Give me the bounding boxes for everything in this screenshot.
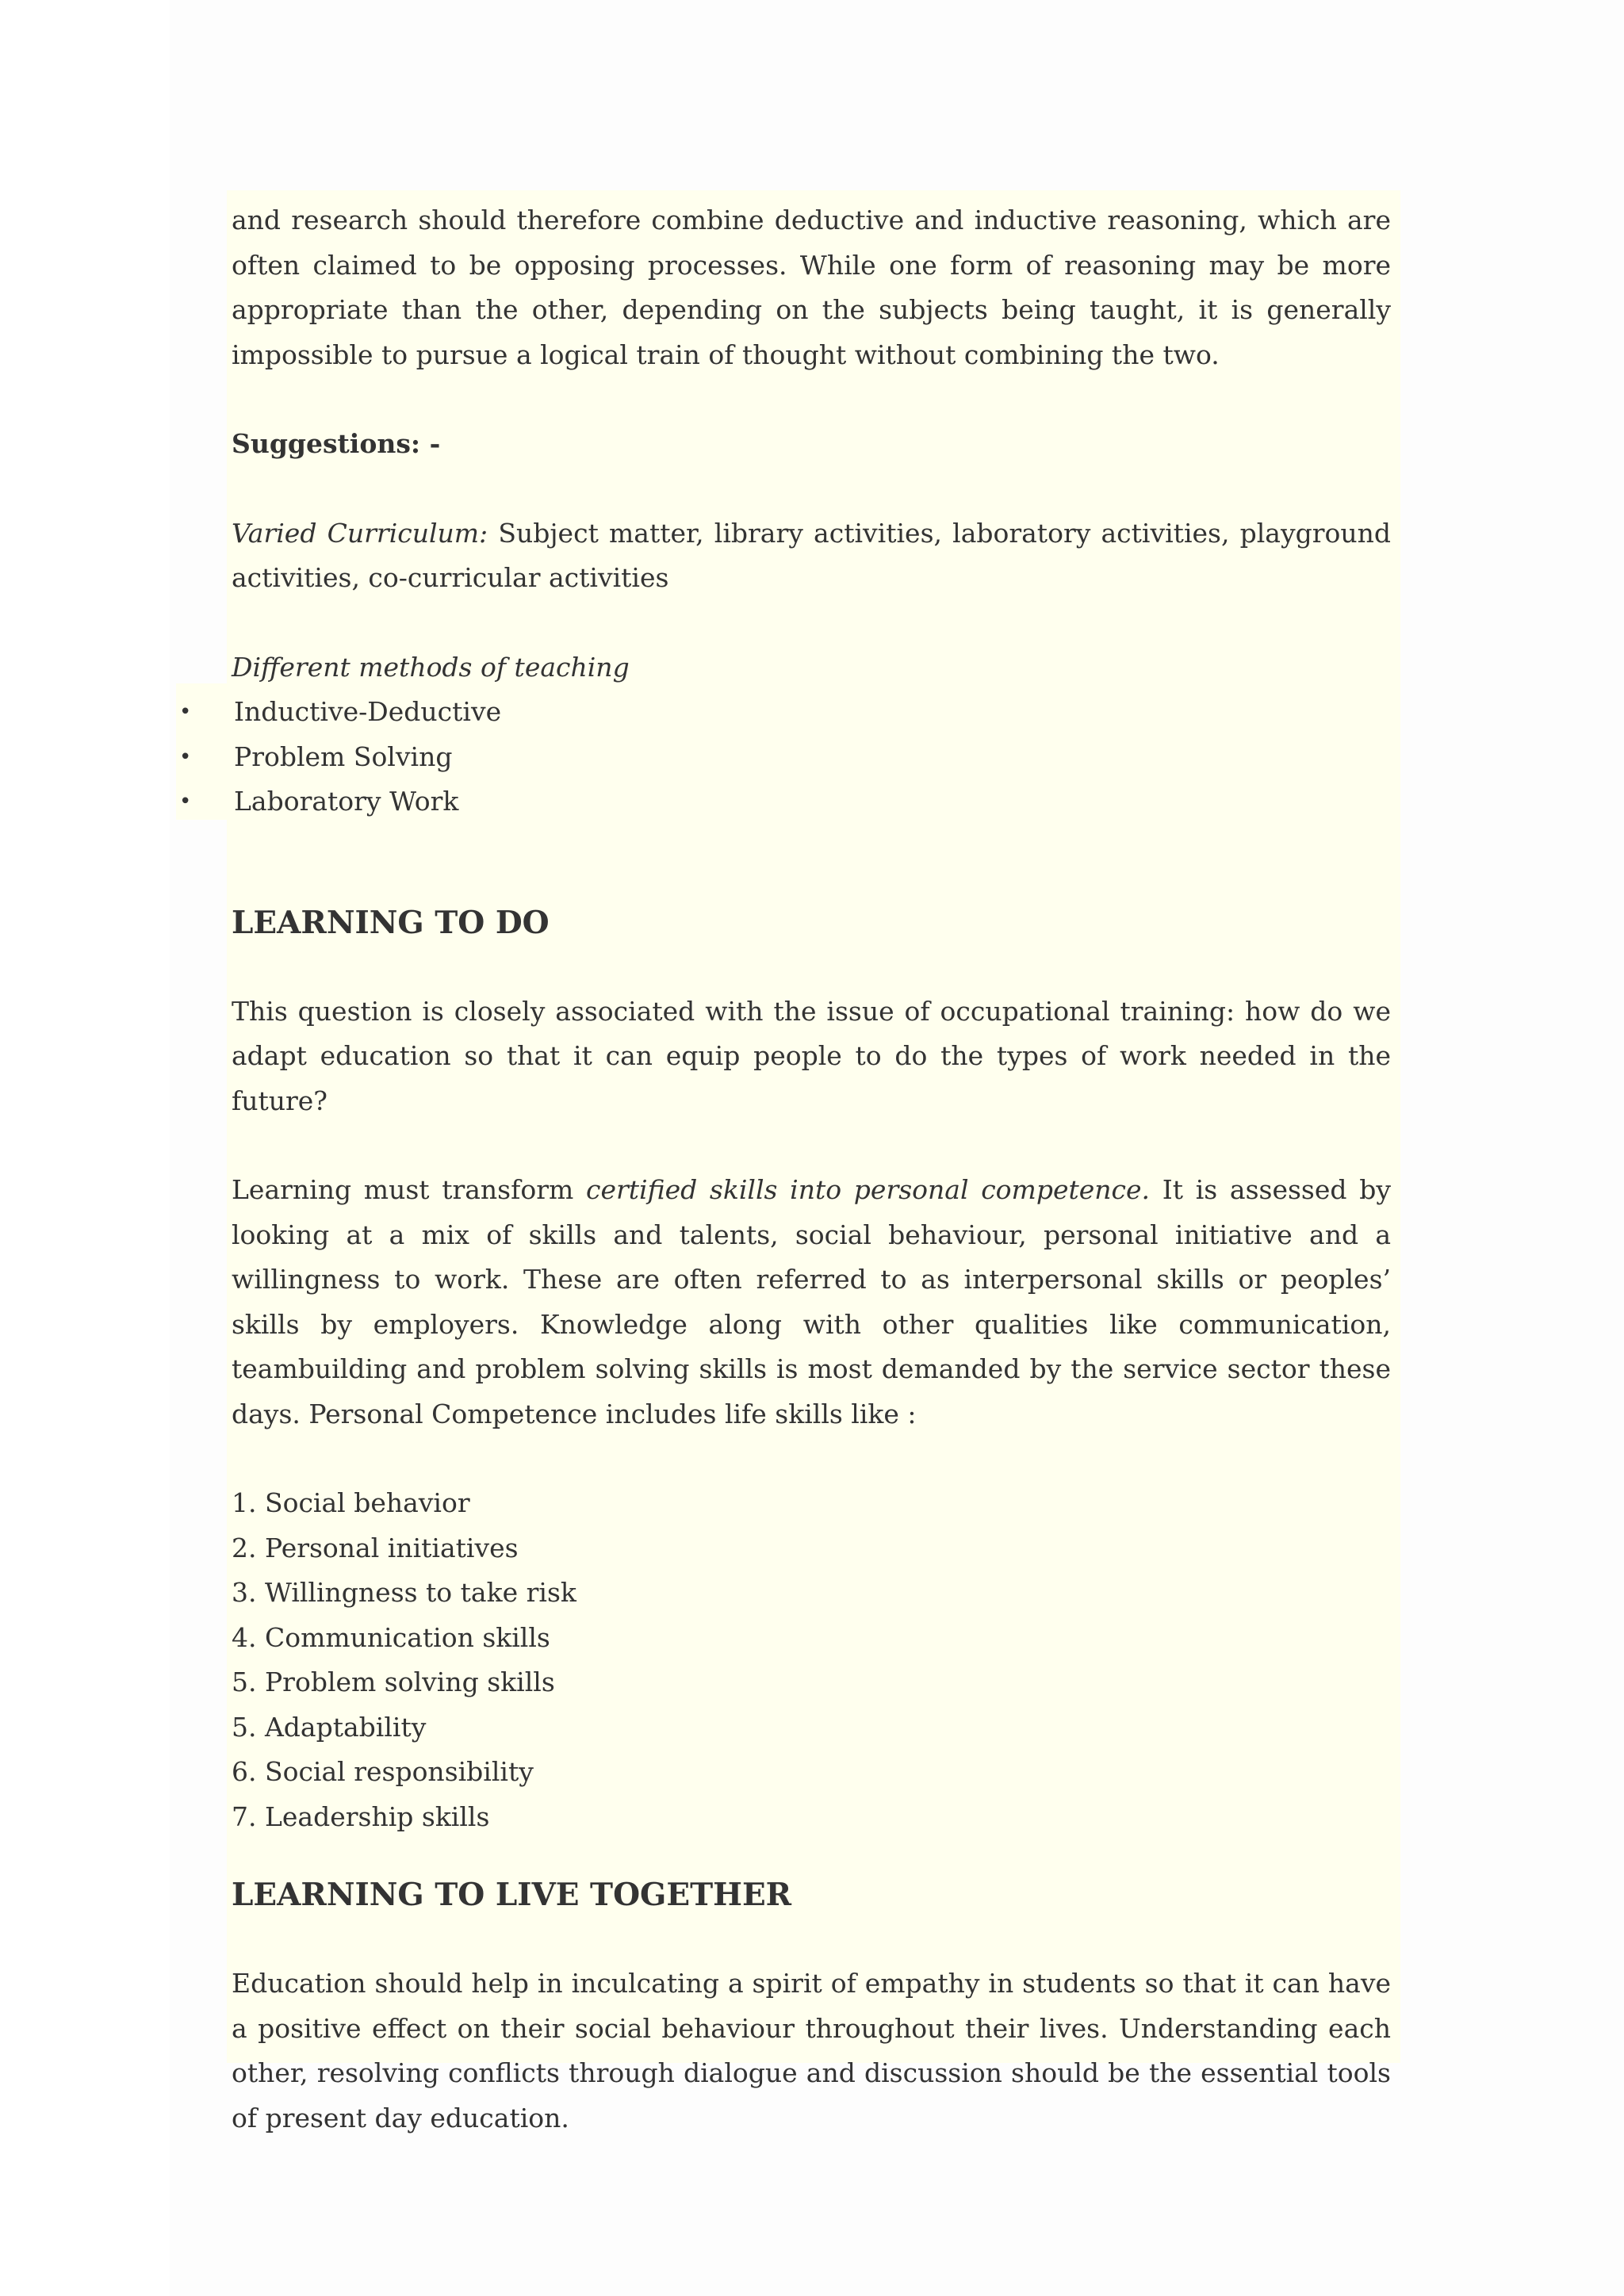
para2-start: Learning must transform bbox=[232, 1174, 586, 1205]
para2-italic: certified skills into personal competence. bbox=[585, 1174, 1151, 1205]
list-item: 1. Social behavior bbox=[232, 1487, 470, 1518]
list-item: 5. Problem solving skills bbox=[232, 1667, 555, 1697]
varied-curriculum-text: Subject matter, library activities, laboratory activities, playground activities, co-curricular activities bbox=[232, 517, 1391, 593]
learning-to-do-paragraph-1: This question is closely associated with the issue of occupational training: how do we adapt education so that it can equip people to do the types of work needed in the future? bbox=[232, 995, 1391, 1116]
list-item-text: Laboratory Work bbox=[234, 786, 459, 817]
list-item: 5. Adaptability bbox=[232, 1711, 427, 1743]
list-item bbox=[179, 735, 1391, 780]
life-skills-list bbox=[232, 1481, 1391, 1839]
methods-list bbox=[179, 690, 1391, 825]
bullet-icon: • bbox=[179, 790, 192, 813]
list-item: 2. Personal initiatives bbox=[232, 1532, 519, 1563]
learning-to-do-heading: LEARNING TO DO bbox=[232, 904, 550, 941]
suggestions-heading: Suggestions: - bbox=[232, 428, 441, 459]
list-item bbox=[179, 690, 1391, 735]
intro-paragraph: and research should therefore combine deductive and inductive reasoning, which are often claimed to be opposing processes. While one form of reasoning may be more appropriate than the other, depending on the subjects being taught, it is generally impossible to pursue a logical train of thought without combining the two. bbox=[232, 205, 1391, 370]
list-item: 4. Communication skills bbox=[232, 1621, 550, 1653]
list-item-text: Inductive-Deductive bbox=[234, 696, 502, 727]
list-item: 3. Willingness to take risk bbox=[232, 1577, 576, 1608]
bullet-icon: • bbox=[179, 700, 192, 724]
list-item-text: Problem Solving bbox=[234, 740, 453, 772]
bullet-icon: • bbox=[179, 744, 192, 769]
methods-title: Different methods of teaching bbox=[232, 651, 630, 683]
list-item: 7. Leadership skills bbox=[232, 1800, 490, 1832]
list-item: 6. Social responsibility bbox=[232, 1756, 534, 1787]
learning-to-live-together-paragraph: Education should help in inculcating a spirit of empathy in students so that it can have a positive effect on their social behaviour throughout their lives. Understanding each other, resolving conflicts through dialogue and discussion should be the essential tools of present day education. bbox=[232, 1968, 1391, 2133]
para2-rest: It is assessed by looking at a mix of skills and talents, social behaviour, personal initiative and a willingness to work. These are often referred to as interpersonal skills or peoples’ skills by employers. Knowledge along with other qualities like communication, teambuilding and problem solving skills is most demanded by the service sector these days. Personal Competence includes life skills like : bbox=[232, 1174, 1391, 1429]
learning-to-live-together-heading: LEARNING TO LIVE TOGETHER bbox=[232, 1877, 792, 1913]
document-body bbox=[179, 198, 1391, 2141]
varied-curriculum-label: Varied Curriculum: bbox=[232, 517, 488, 549]
varied-curriculum-paragraph bbox=[232, 511, 1391, 601]
learning-to-do-paragraph-2 bbox=[232, 1168, 1391, 1437]
list-item bbox=[179, 779, 1391, 825]
